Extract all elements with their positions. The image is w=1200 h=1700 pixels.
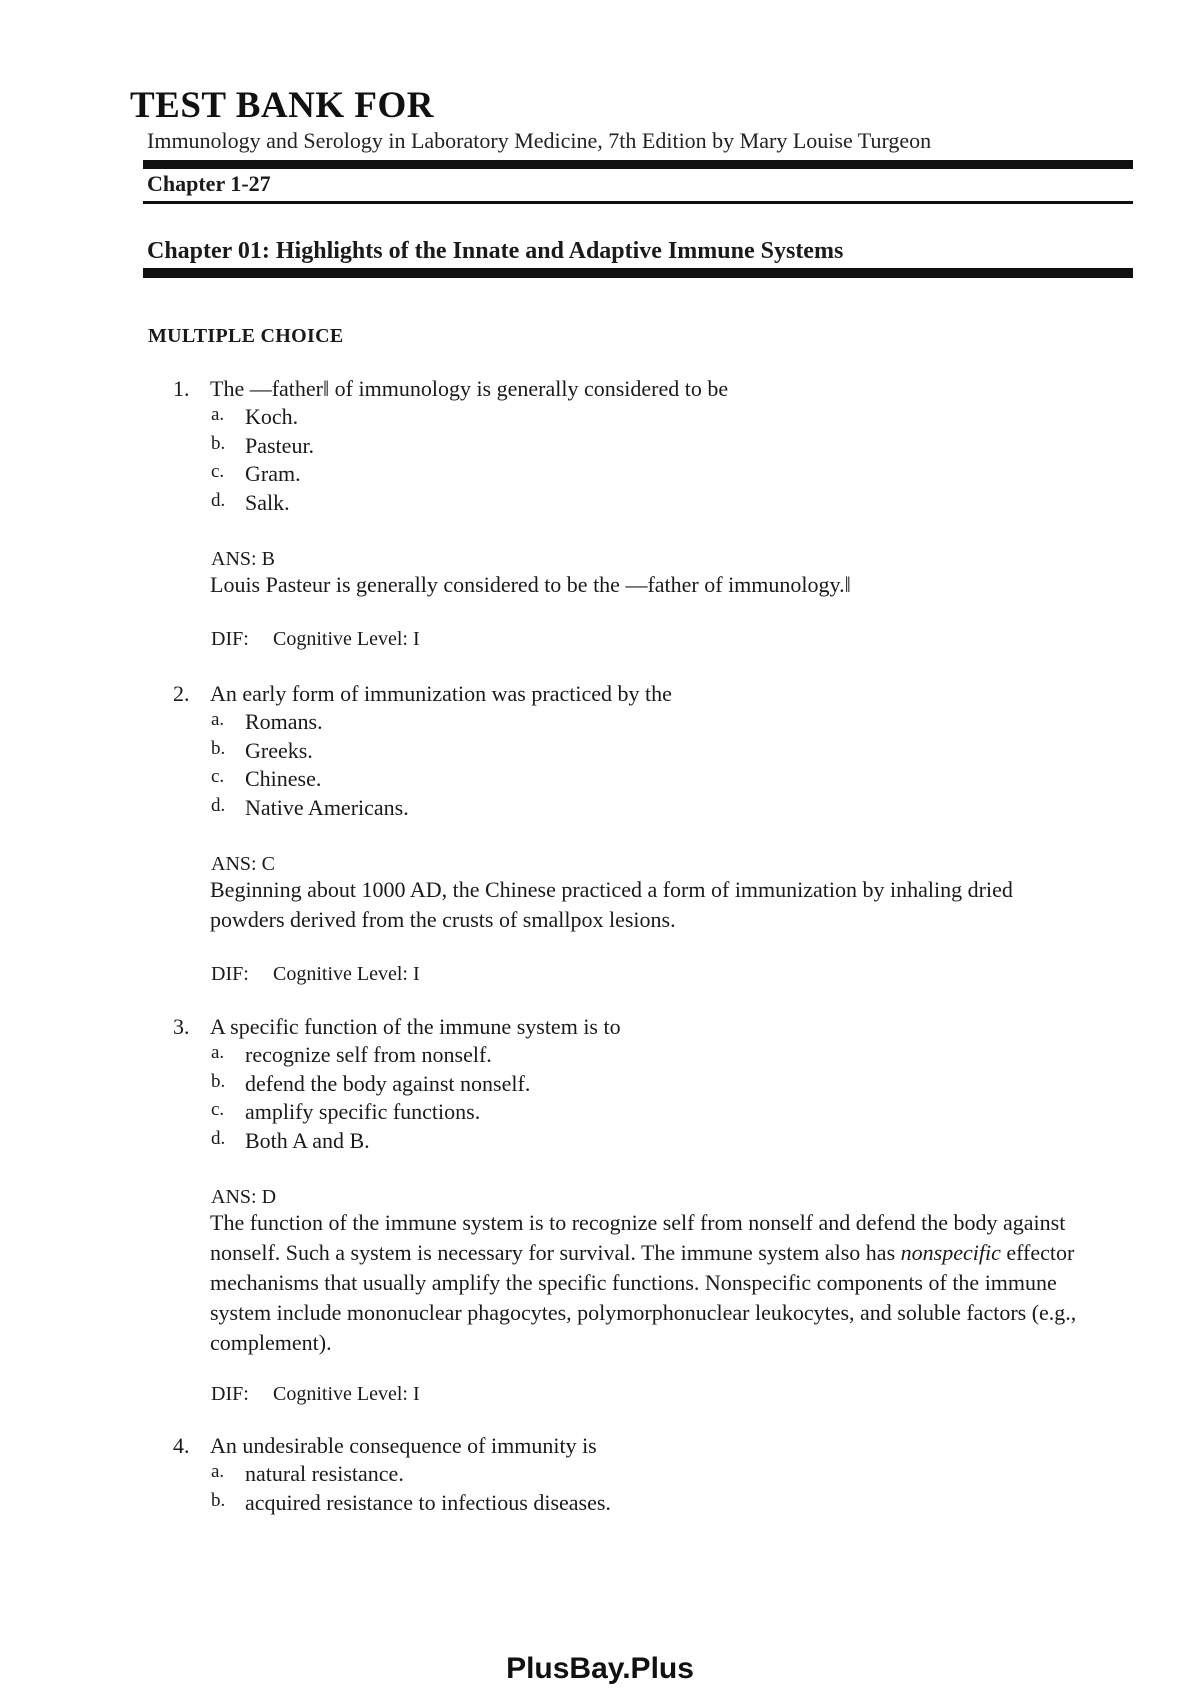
question-stem: An early form of immunization was practiced by the	[210, 681, 672, 706]
option-letter: a.	[211, 404, 225, 425]
question-number: 1.	[173, 376, 190, 401]
question-number: 2.	[173, 681, 190, 706]
option-letter: b.	[211, 1071, 226, 1092]
rationale-text-continued: effector mechanisms that usually amplify the specific functions. Nonspecific components of the immune system include mononuclear phagocytes, polymorphonuclear leukocytes, and soluble factors (e.g., complement).	[210, 1240, 1077, 1355]
answer-key: ANS: B	[211, 548, 275, 570]
option-letter: c.	[211, 461, 225, 482]
answer-rationale: Beginning about 1000 AD, the Chinese practiced a form of immunization by inhaling dried powders derived from the crusts of smallpox lesions.	[210, 877, 1013, 932]
answer-rationale	[210, 1208, 1090, 1358]
question-number: 3.	[173, 1014, 190, 1039]
option-text: Native Americans.	[245, 795, 409, 820]
chapter-divider	[143, 268, 1133, 278]
difficulty-label: DIF:	[211, 1383, 249, 1405]
option-letter: d.	[211, 1128, 226, 1149]
answer-key: ANS: D	[211, 1186, 277, 1208]
question-stem: An undesirable consequence of immunity is	[210, 1433, 597, 1458]
question-stem: The —father‖ of immunology is generally considered to be	[210, 376, 729, 401]
option-text: acquired resistance to infectious diseases.	[245, 1490, 611, 1515]
option-text: Koch.	[245, 404, 299, 429]
difficulty-value: Cognitive Level: I	[273, 628, 420, 650]
option-letter: c.	[211, 766, 225, 787]
option-text: recognize self from nonself.	[245, 1042, 492, 1067]
difficulty-label: DIF:	[211, 628, 249, 650]
document-title: TEST BANK FOR	[130, 85, 434, 126]
option-text: Greeks.	[245, 738, 313, 763]
option-letter: b.	[211, 433, 226, 454]
difficulty-line	[211, 1383, 420, 1406]
option-text: Both A and B.	[245, 1128, 370, 1153]
option-text: defend the body against nonself.	[245, 1071, 531, 1096]
question-stem: A specific function of the immune system is to	[210, 1014, 621, 1039]
option-letter: a.	[211, 1042, 225, 1063]
option-text: Chinese.	[245, 766, 322, 791]
option-text: amplify specific functions.	[245, 1099, 481, 1124]
option-letter: b.	[211, 738, 226, 759]
option-letter: d.	[211, 795, 226, 816]
option-letter: a.	[211, 709, 225, 730]
chapter-range: Chapter 1-27	[147, 171, 271, 196]
difficulty-value: Cognitive Level: I	[273, 1383, 420, 1405]
option-text: natural resistance.	[245, 1461, 404, 1486]
rationale-emphasis: nonspecific	[900, 1240, 1001, 1265]
difficulty-line	[211, 963, 420, 986]
option-letter: c.	[211, 1099, 225, 1120]
question-number: 4.	[173, 1433, 190, 1458]
book-subtitle: Immunology and Serology in Laboratory Medicine, 7th Edition by Mary Louise Turgeon	[147, 128, 932, 153]
rationale-text: The function of the immune system is to recognize self from nonself and defend the body against nonself. Such a system is necessary for survival. The immune system also has	[210, 1210, 1066, 1265]
difficulty-line	[211, 628, 420, 651]
option-text: Gram.	[245, 461, 301, 486]
footer-watermark: PlusBay.Plus	[506, 1652, 694, 1685]
chapter-heading: Chapter 01: Highlights of the Innate and Adaptive Immune Systems	[147, 238, 844, 264]
answer-key: ANS: C	[211, 853, 275, 875]
header-divider-thick	[143, 160, 1133, 169]
section-heading: MULTIPLE CHOICE	[148, 325, 344, 347]
difficulty-label: DIF:	[211, 963, 249, 985]
option-text: Romans.	[245, 709, 323, 734]
option-text: Pasteur.	[245, 433, 315, 458]
answer-rationale: Louis Pasteur is generally considered to be the —father of immunology.‖	[210, 572, 851, 597]
option-letter: d.	[211, 490, 226, 511]
difficulty-value: Cognitive Level: I	[273, 963, 420, 985]
header-divider-thin	[143, 201, 1133, 204]
option-text: Salk.	[245, 490, 290, 515]
option-letter: a.	[211, 1461, 225, 1482]
option-letter: b.	[211, 1490, 226, 1511]
